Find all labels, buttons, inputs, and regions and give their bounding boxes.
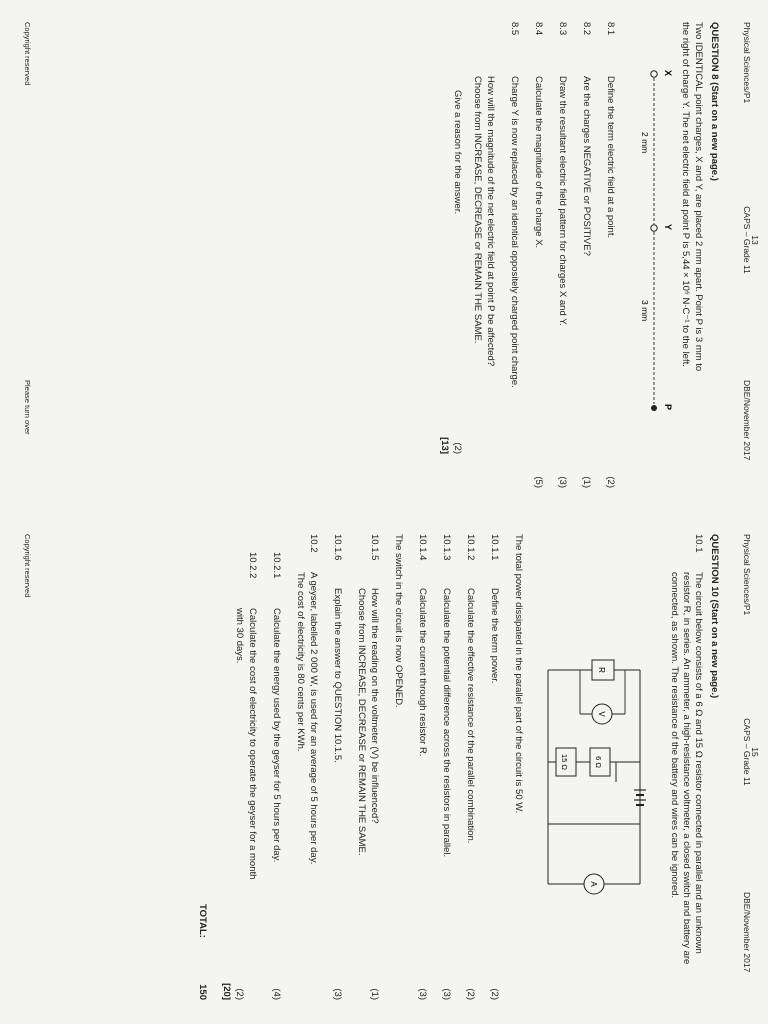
page-number: 13 bbox=[750, 235, 760, 245]
item-mark-10-1-4: (3) bbox=[417, 988, 428, 1000]
page-header-date: DBE/November 2017 bbox=[742, 380, 752, 461]
page-header-grade: CAPS – Grade 11 bbox=[742, 718, 752, 786]
page-header-subject: Physical Sciences/P1 bbox=[742, 534, 752, 616]
item-text-10-1-4: Calculate the current through resistor R. bbox=[417, 588, 428, 757]
item-num-10-1-5: 10.1.5 bbox=[369, 534, 380, 561]
item-num-8-4: 8.4 bbox=[533, 22, 544, 36]
item-text-10-2-1: Calculate the energy used by the geyser for 5 hours per day. bbox=[271, 608, 282, 863]
total-value: 150 bbox=[197, 984, 208, 1000]
charge-y bbox=[651, 225, 657, 231]
page-header-subject: Physical Sciences/P1 bbox=[742, 22, 752, 104]
item-mark-8-4: (5) bbox=[533, 476, 544, 488]
q85-line1: How will the magnitude of the net electric field at point P be affected? bbox=[485, 76, 496, 367]
question-total-mark: [13] bbox=[439, 437, 450, 454]
item-mark-8-3: (3) bbox=[557, 476, 568, 488]
item-num-10-1-4: 10.1.4 bbox=[417, 534, 428, 561]
item-mark-10-2-2: (2) bbox=[234, 988, 245, 1000]
item-text-8-4: Calculate the magnitude of the charge X. bbox=[533, 76, 544, 249]
ammeter-label: A bbox=[589, 881, 598, 887]
charge-y-label: Y bbox=[663, 224, 673, 231]
section-total-mark: [20] bbox=[221, 983, 232, 1000]
charges-diagram bbox=[632, 60, 676, 440]
item-text-10-1-1: Define the term power. bbox=[489, 588, 500, 684]
item-mark-10-1-1: (2) bbox=[489, 988, 500, 1000]
item-text-10-1-2: Calculate the effective resistance of the parallel combination. bbox=[465, 588, 476, 844]
resistor-r-label: R bbox=[597, 667, 606, 673]
item-mark-10-1-5: (1) bbox=[369, 988, 380, 1000]
question-title: QUESTION 8 (Start on a new page.) bbox=[709, 22, 720, 181]
item-num-10-1-3: 10.1.3 bbox=[441, 534, 452, 561]
switch-statement: The switch in the circuit is now OPENED. bbox=[393, 534, 404, 708]
item-num-8-2: 8.2 bbox=[581, 22, 592, 36]
item-num-10-2: 10.2 bbox=[308, 534, 319, 553]
distance-yp-label: 3 mm bbox=[640, 300, 650, 322]
circuit-diagram bbox=[538, 652, 650, 902]
item-mark-10-1-2: (2) bbox=[465, 988, 476, 1000]
q101-num: 10.1 bbox=[693, 534, 704, 553]
exam-page-15 bbox=[0, 512, 768, 1024]
page-header-date: DBE/November 2017 bbox=[742, 892, 752, 973]
point-p-label: P bbox=[663, 404, 673, 411]
item-text-10-1-6: Explain the answer to QUESTION 10.1.5. bbox=[332, 588, 343, 763]
item-num-8-3: 8.3 bbox=[557, 22, 568, 36]
item-text-8-3: Draw the resultant electric field pattern for charges X and Y. bbox=[557, 76, 568, 326]
item-mark-8-1: (2) bbox=[605, 476, 616, 488]
resistor-15-ohm-label: 15 Ω bbox=[560, 753, 569, 771]
item-num-10-2-2: 10.2.2 bbox=[247, 552, 258, 579]
point-p bbox=[651, 405, 657, 411]
item-num-10-1-6: 10.1.6 bbox=[332, 534, 343, 561]
footer-copyright: Copyright reserved bbox=[23, 22, 32, 86]
q101-text: The circuit below consists of a 6 Ω and 15 Ω resistor connected in parallel and an unknown resistor R, in series. An ammeter, a high-resistance voltmeter, a closed switch and battery are connected, as shown. The resistance of the battery and wires can be ignored. bbox=[669, 572, 704, 965]
item-text-8-2: Are the charges NEGATIVE or POSITIVE? bbox=[581, 76, 592, 256]
item-mark-8-2: (1) bbox=[581, 476, 592, 488]
q85-line2: Choose from INCREASE, DECREASE or REMAIN THE SAME. bbox=[472, 76, 483, 344]
distance-xy-label: 2 mm bbox=[640, 132, 650, 154]
charge-x bbox=[651, 71, 657, 77]
charge-x-label: X bbox=[663, 70, 673, 77]
question-intro-line2: the right of charge Y. The net electric field at point P is 5,44 × 10⁶ N·C⁻¹ to the left. bbox=[680, 22, 691, 367]
footer-turn-over: Please turn over bbox=[23, 380, 32, 435]
item-text-8-1: Define the term electric field at a point. bbox=[605, 76, 616, 239]
page-number: 15 bbox=[750, 747, 760, 757]
q1022-line1: Calculate the cost of electricity to operate the geyser for a month bbox=[247, 608, 258, 880]
power-statement: The total power dissipated in the parallel part of the circuit is 50 W. bbox=[513, 534, 524, 814]
item-num-10-1-1: 10.1.1 bbox=[489, 534, 500, 561]
page-header-grade: CAPS – Grade 11 bbox=[742, 206, 752, 274]
item-mark-10-1-6: (3) bbox=[332, 988, 343, 1000]
q102-line1: A geyser, labelled 2 000 W, is used for an average of 5 hours per day. bbox=[308, 572, 319, 865]
q85-mark: (2) bbox=[452, 442, 463, 454]
item-num-10-1-2: 10.1.2 bbox=[465, 534, 476, 561]
footer-copyright: Copyright reserved bbox=[23, 534, 32, 598]
question-title: QUESTION 10 (Start on a new page.) bbox=[709, 534, 720, 699]
item-text-10-1-3: Calculate the potential difference across the resistors in parallel. bbox=[441, 588, 452, 858]
resistor-6-ohm-label: 6 Ω bbox=[594, 756, 603, 768]
q1022-line2: with 30 days. bbox=[234, 608, 245, 664]
q102-line2: The cost of electricity is 80 cents per KWh. bbox=[295, 572, 306, 752]
q85-reason: Give a reason for the answer. bbox=[452, 90, 463, 215]
voltmeter-label: V bbox=[597, 711, 606, 717]
item-num-10-2-1: 10.2.1 bbox=[271, 552, 282, 579]
q1015-line1: How will the reading on the voltmeter (V) be influenced? bbox=[369, 588, 380, 824]
item-num-8-5: 8.5 bbox=[509, 22, 520, 36]
item-mark-10-2-1: (4) bbox=[271, 988, 282, 1000]
total-label: TOTAL: bbox=[197, 904, 208, 938]
item-num-8-1: 8.1 bbox=[605, 22, 616, 36]
item-mark-10-1-3: (3) bbox=[441, 988, 452, 1000]
question-intro-line1: Two IDENTICAL point charges, X and Y, are placed 2 mm apart. Point P is 3 mm to bbox=[693, 22, 704, 372]
q1015-line2: Choose from INCREASE, DECREASE or REMAIN THE SAME. bbox=[356, 588, 367, 856]
item-text-8-5: Charge Y is now replaced by an identical oppositely charged point charge. bbox=[509, 76, 520, 388]
